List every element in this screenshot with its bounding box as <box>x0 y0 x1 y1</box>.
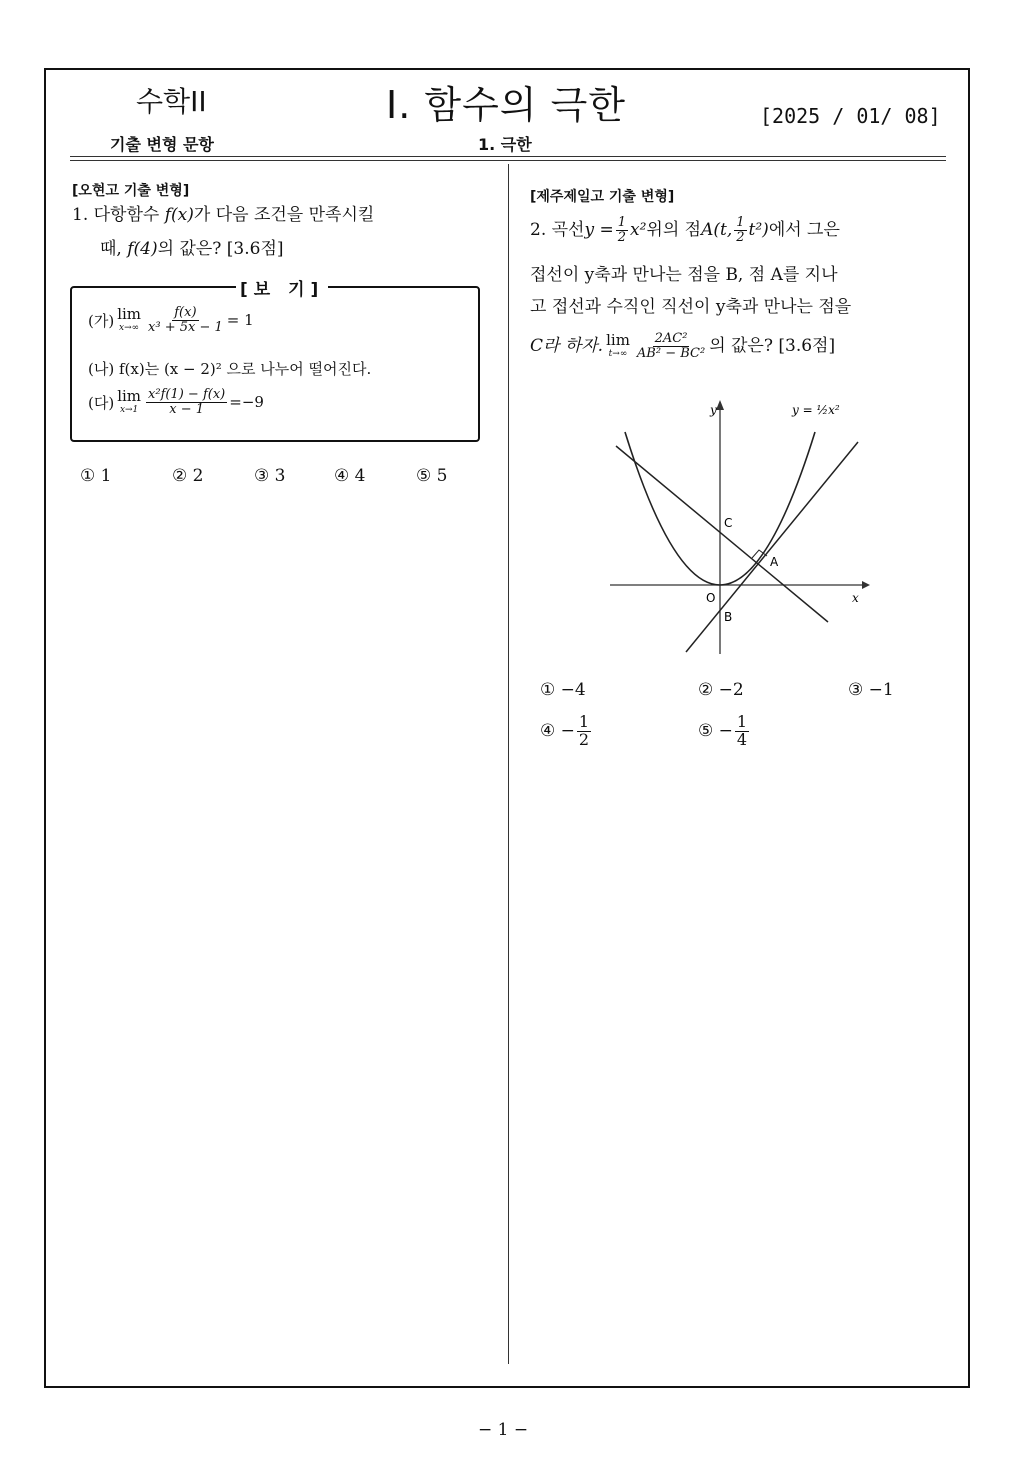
q1-choice-1[interactable]: ① 1 <box>80 466 112 486</box>
condition-da <box>88 388 264 416</box>
q1-source-tag: [오현고 기출 변형] <box>72 183 190 199</box>
subject-title: 수학II <box>136 85 207 118</box>
x-axis-arrow <box>862 581 870 589</box>
q2-text-4b: 의 값은? [3.6점] <box>709 335 836 356</box>
cond-text: f(x)는 (x − 2)² 으로 나누어 떨어진다. <box>118 360 372 378</box>
point-c-label: C <box>724 516 733 530</box>
q2-t2: t²) <box>748 219 769 240</box>
q2-choice-2[interactable]: ② −2 <box>698 680 744 700</box>
q2-ratio <box>635 332 707 360</box>
cond-label: (가) <box>88 311 115 330</box>
choice-fraction <box>735 714 749 749</box>
q2-line-3: 고 접선과 수직인 직선이 y축과 만나는 점을 <box>530 297 852 317</box>
curve-label: y = ½x² <box>792 403 840 417</box>
q2-choice-1[interactable]: ① −4 <box>540 680 586 700</box>
origin-label: O <box>706 591 716 605</box>
q1-choice-5[interactable]: ⑤ 5 <box>416 466 448 486</box>
numerator: 1 <box>617 215 627 230</box>
numerator: 1 <box>578 712 590 731</box>
q2-choice-3[interactable]: ③ −1 <box>848 680 894 700</box>
q1-choice-2[interactable]: ② 2 <box>172 466 204 486</box>
q2-source-tag: [제주제일고 기출 변형] <box>530 189 675 205</box>
y-axis-label: y <box>710 403 717 417</box>
column-divider <box>508 164 509 1364</box>
choice-prefix: ④ − <box>540 721 575 742</box>
numerator: f(x) <box>174 305 197 320</box>
q2-choice-5[interactable] <box>698 714 751 749</box>
numerator: 1 <box>736 215 745 230</box>
lim-sub: x→∞ <box>119 323 140 334</box>
category-label: 기출 변형 문항 <box>110 135 214 154</box>
point-b-label: B <box>724 610 733 624</box>
choice-fraction <box>577 714 591 749</box>
lim-word: lim <box>606 331 630 350</box>
q2-half <box>616 216 628 244</box>
y-axis-arrow <box>716 400 724 410</box>
choice-prefix: ⑤ − <box>698 721 733 742</box>
q2-x2: x² <box>630 219 647 240</box>
q2-text-4a: C라 하자. <box>530 335 604 356</box>
lim-sub: t→∞ <box>608 349 628 360</box>
numerator: 1 <box>736 712 748 731</box>
q2-y: y = <box>584 219 614 240</box>
lim-word: lim <box>117 387 142 406</box>
q1-fx: f(x) <box>164 205 194 225</box>
fraction <box>146 306 225 334</box>
tangent-line <box>686 442 858 652</box>
q2-choice-4[interactable] <box>540 714 593 749</box>
rhs: =−9 <box>229 393 264 412</box>
parabola-figure <box>600 396 870 658</box>
denominator: 2 <box>617 229 627 245</box>
cond-label: (나) <box>88 360 115 378</box>
q1-choice-3[interactable]: ③ 3 <box>254 466 286 486</box>
q2-line-1 <box>530 216 840 244</box>
x-axis-label: x <box>852 591 859 605</box>
q1-text-2b: 의 값은? [3.6점] <box>157 239 284 259</box>
q1-text-2a: 때, <box>100 239 128 259</box>
denominator: AB² − BC² <box>636 345 706 361</box>
numerator: 2AC² <box>654 331 688 346</box>
header-divider <box>70 156 946 157</box>
q2-half-2 <box>734 216 746 244</box>
denominator: 4 <box>736 729 748 749</box>
point-a-label: A <box>770 555 779 569</box>
q2-line-4 <box>530 332 835 360</box>
denominator: 2 <box>736 229 745 245</box>
bogi-title: [보 기] <box>236 275 328 300</box>
q1-text: 1. 다항함수 <box>72 205 165 225</box>
q2-text-c: 에서 그은 <box>768 219 840 240</box>
section-label: 1. 극한 <box>478 135 532 154</box>
rhs: = 1 <box>226 311 254 330</box>
header-divider-2 <box>70 160 946 161</box>
numerator: x²f(1) − f(x) <box>148 387 226 402</box>
fraction <box>146 388 227 416</box>
limit <box>117 307 141 333</box>
condition-ga <box>88 306 254 334</box>
denominator: x³ + 5x − 1 <box>148 319 223 335</box>
condition-na <box>88 358 371 379</box>
q2-text: 2. 곡선 <box>530 219 585 240</box>
q1-choice-4[interactable]: ④ 4 <box>334 466 366 486</box>
limit <box>117 389 141 415</box>
denominator: 2 <box>578 729 590 749</box>
denominator: x − 1 <box>169 401 205 417</box>
q1-line-1 <box>72 202 374 228</box>
q1-line-2 <box>100 236 284 262</box>
q2-line-2: 접선이 y축과 만나는 점을 B, 점 A를 지나 <box>530 265 838 285</box>
lim-sub: x→1 <box>119 405 139 416</box>
date-label: [2025 / 01/ 08] <box>760 104 941 128</box>
q1-f4: f(4) <box>127 239 158 259</box>
lim-word: lim <box>117 305 142 324</box>
cond-label: (다) <box>88 393 115 412</box>
limit <box>606 333 630 359</box>
q2-text-b: 위의 점 <box>646 219 702 240</box>
page-number: − 1 − <box>478 1420 529 1440</box>
q1-text-b: 가 다음 조건을 만족시킬 <box>193 205 375 225</box>
chapter-title: I. 함수의 극한 <box>386 83 626 127</box>
normal-line <box>616 446 828 622</box>
q2-point-a: A(t, <box>701 219 733 240</box>
